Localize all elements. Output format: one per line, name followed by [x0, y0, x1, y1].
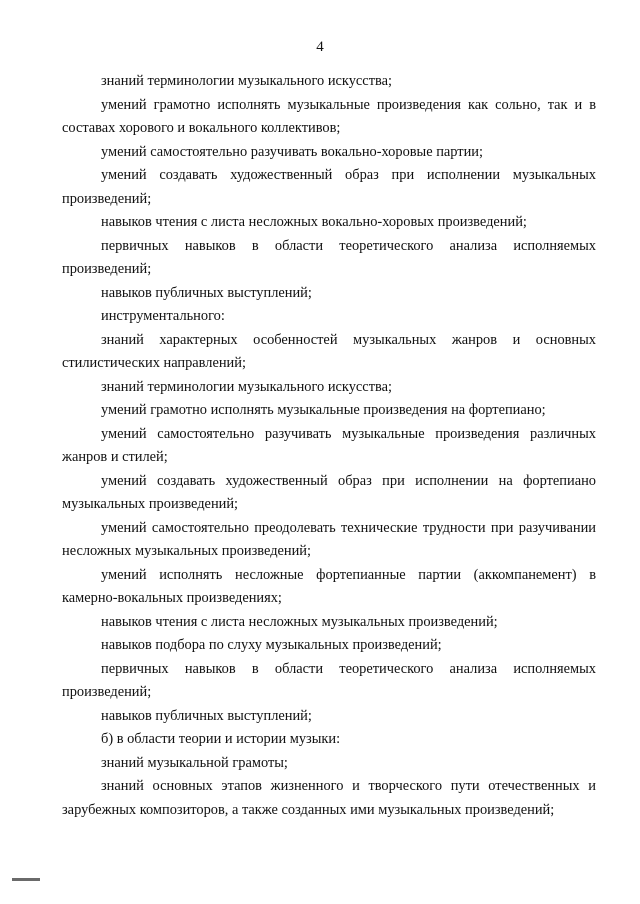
paragraph: первичных навыков в области теоретического анализа исполняемых произведений;: [62, 237, 596, 277]
paragraph: умений грамотно исполнять музыкальные произведения как сольно, так и в составах хорового и вокального коллективов;: [62, 96, 596, 136]
paragraph: знаний основных этапов жизненного и творческого пути отечественных и зарубежных композиторов, а также созданных ими музыкальных произведений;: [62, 778, 596, 818]
page-number: 4: [316, 39, 324, 55]
document-body: [62, 70, 596, 822]
paragraph: навыков чтения с листа несложных вокально-хоровых произведений;: [101, 214, 527, 230]
paragraph: умений создавать художественный образ при исполнении музыкальных произведений;: [62, 167, 596, 207]
paragraph: умений самостоятельно разучивать вокально-хоровые партии;: [101, 143, 483, 160]
paragraph: умений создавать художественный образ при исполнении на фортепиано музыкальных произведений;: [62, 472, 596, 512]
paragraph: навыков публичных выступлений;: [101, 707, 312, 724]
paragraph: первичных навыков в области теоретического анализа исполняемых произведений;: [62, 660, 596, 700]
paragraph: знаний характерных особенностей музыкальных жанров и основных стилистических направлений;: [62, 331, 596, 371]
paragraph: знаний терминологии музыкального искусства;: [101, 378, 392, 395]
paragraph: умений грамотно исполнять музыкальные произведения на фортепиано;: [101, 402, 546, 418]
scan-mark: [12, 878, 40, 881]
paragraph: умений самостоятельно разучивать музыкальные произведения различных жанров и стилей;: [62, 425, 596, 465]
paragraph: б) в области теории и истории музыки:: [101, 731, 341, 747]
paragraph: умений самостоятельно преодолевать технические трудности при разучивании несложных музыкальных произведений;: [62, 519, 596, 559]
paragraph: навыков чтения с листа несложных музыкальных произведений;: [101, 613, 498, 630]
paragraph: знаний музыкальной грамоты;: [101, 754, 288, 771]
paragraph: навыков публичных выступлений;: [101, 284, 312, 301]
paragraph: знаний терминологии музыкального искусства;: [101, 73, 392, 89]
paragraph: навыков подбора по слуху музыкальных произведений;: [101, 637, 442, 653]
paragraph: умений исполнять несложные фортепианные партии (аккомпанемент) в камерно-вокальных произведениях;: [62, 566, 596, 606]
paragraph: инструментального:: [101, 308, 225, 324]
